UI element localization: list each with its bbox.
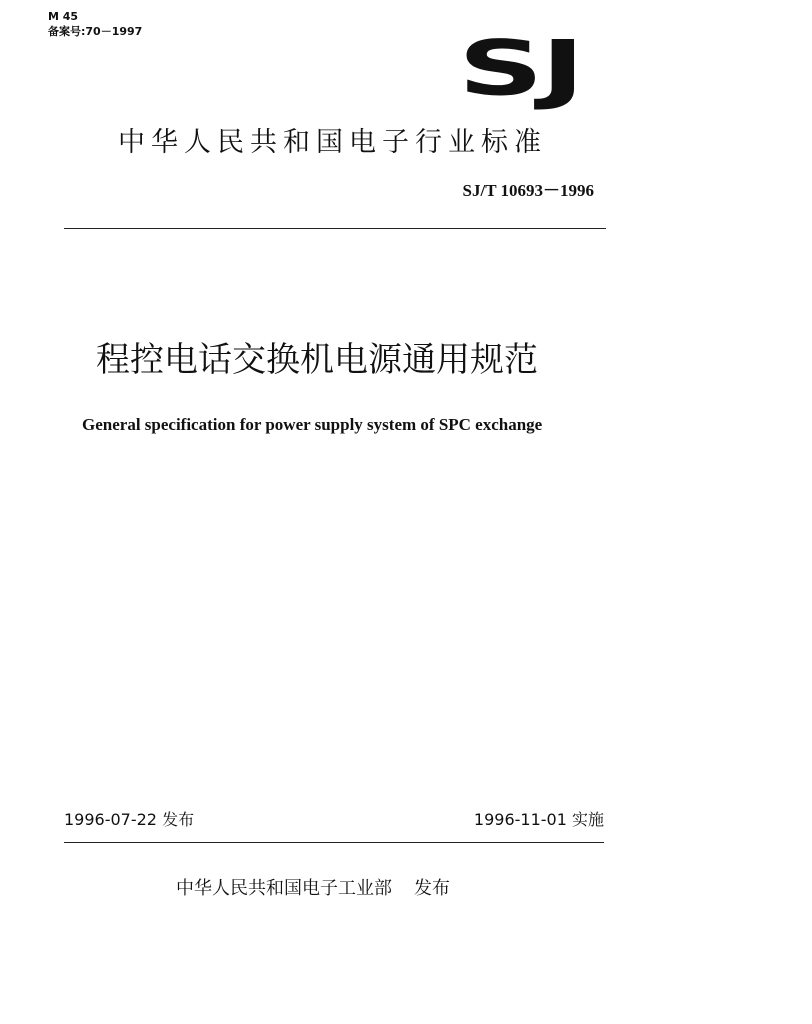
document-title-english: General specification for power supply system of SPC exchange [82, 415, 543, 434]
bottom-divider [64, 842, 604, 843]
implementation-date: 1996-11-01 实施 [473, 810, 604, 829]
top-divider [64, 228, 606, 229]
sj-logo: SJ [458, 25, 583, 113]
industry-standard-title: 中华人民共和国电子行业标准 [118, 127, 547, 158]
issue-date: 1996-07-22 发布 [64, 810, 195, 829]
document-title-chinese: 程控电话交换机电源通用规范 [96, 340, 538, 380]
classification-code: M 45 [48, 10, 79, 23]
publisher-action: 发布 [414, 878, 450, 899]
publisher-line [176, 876, 450, 902]
filing-number: 备案号:70－1997 [48, 25, 143, 38]
standard-number: SJ/T 10693－1996 [462, 181, 594, 200]
publisher-name: 中华人民共和国电子工业部 [176, 878, 392, 899]
